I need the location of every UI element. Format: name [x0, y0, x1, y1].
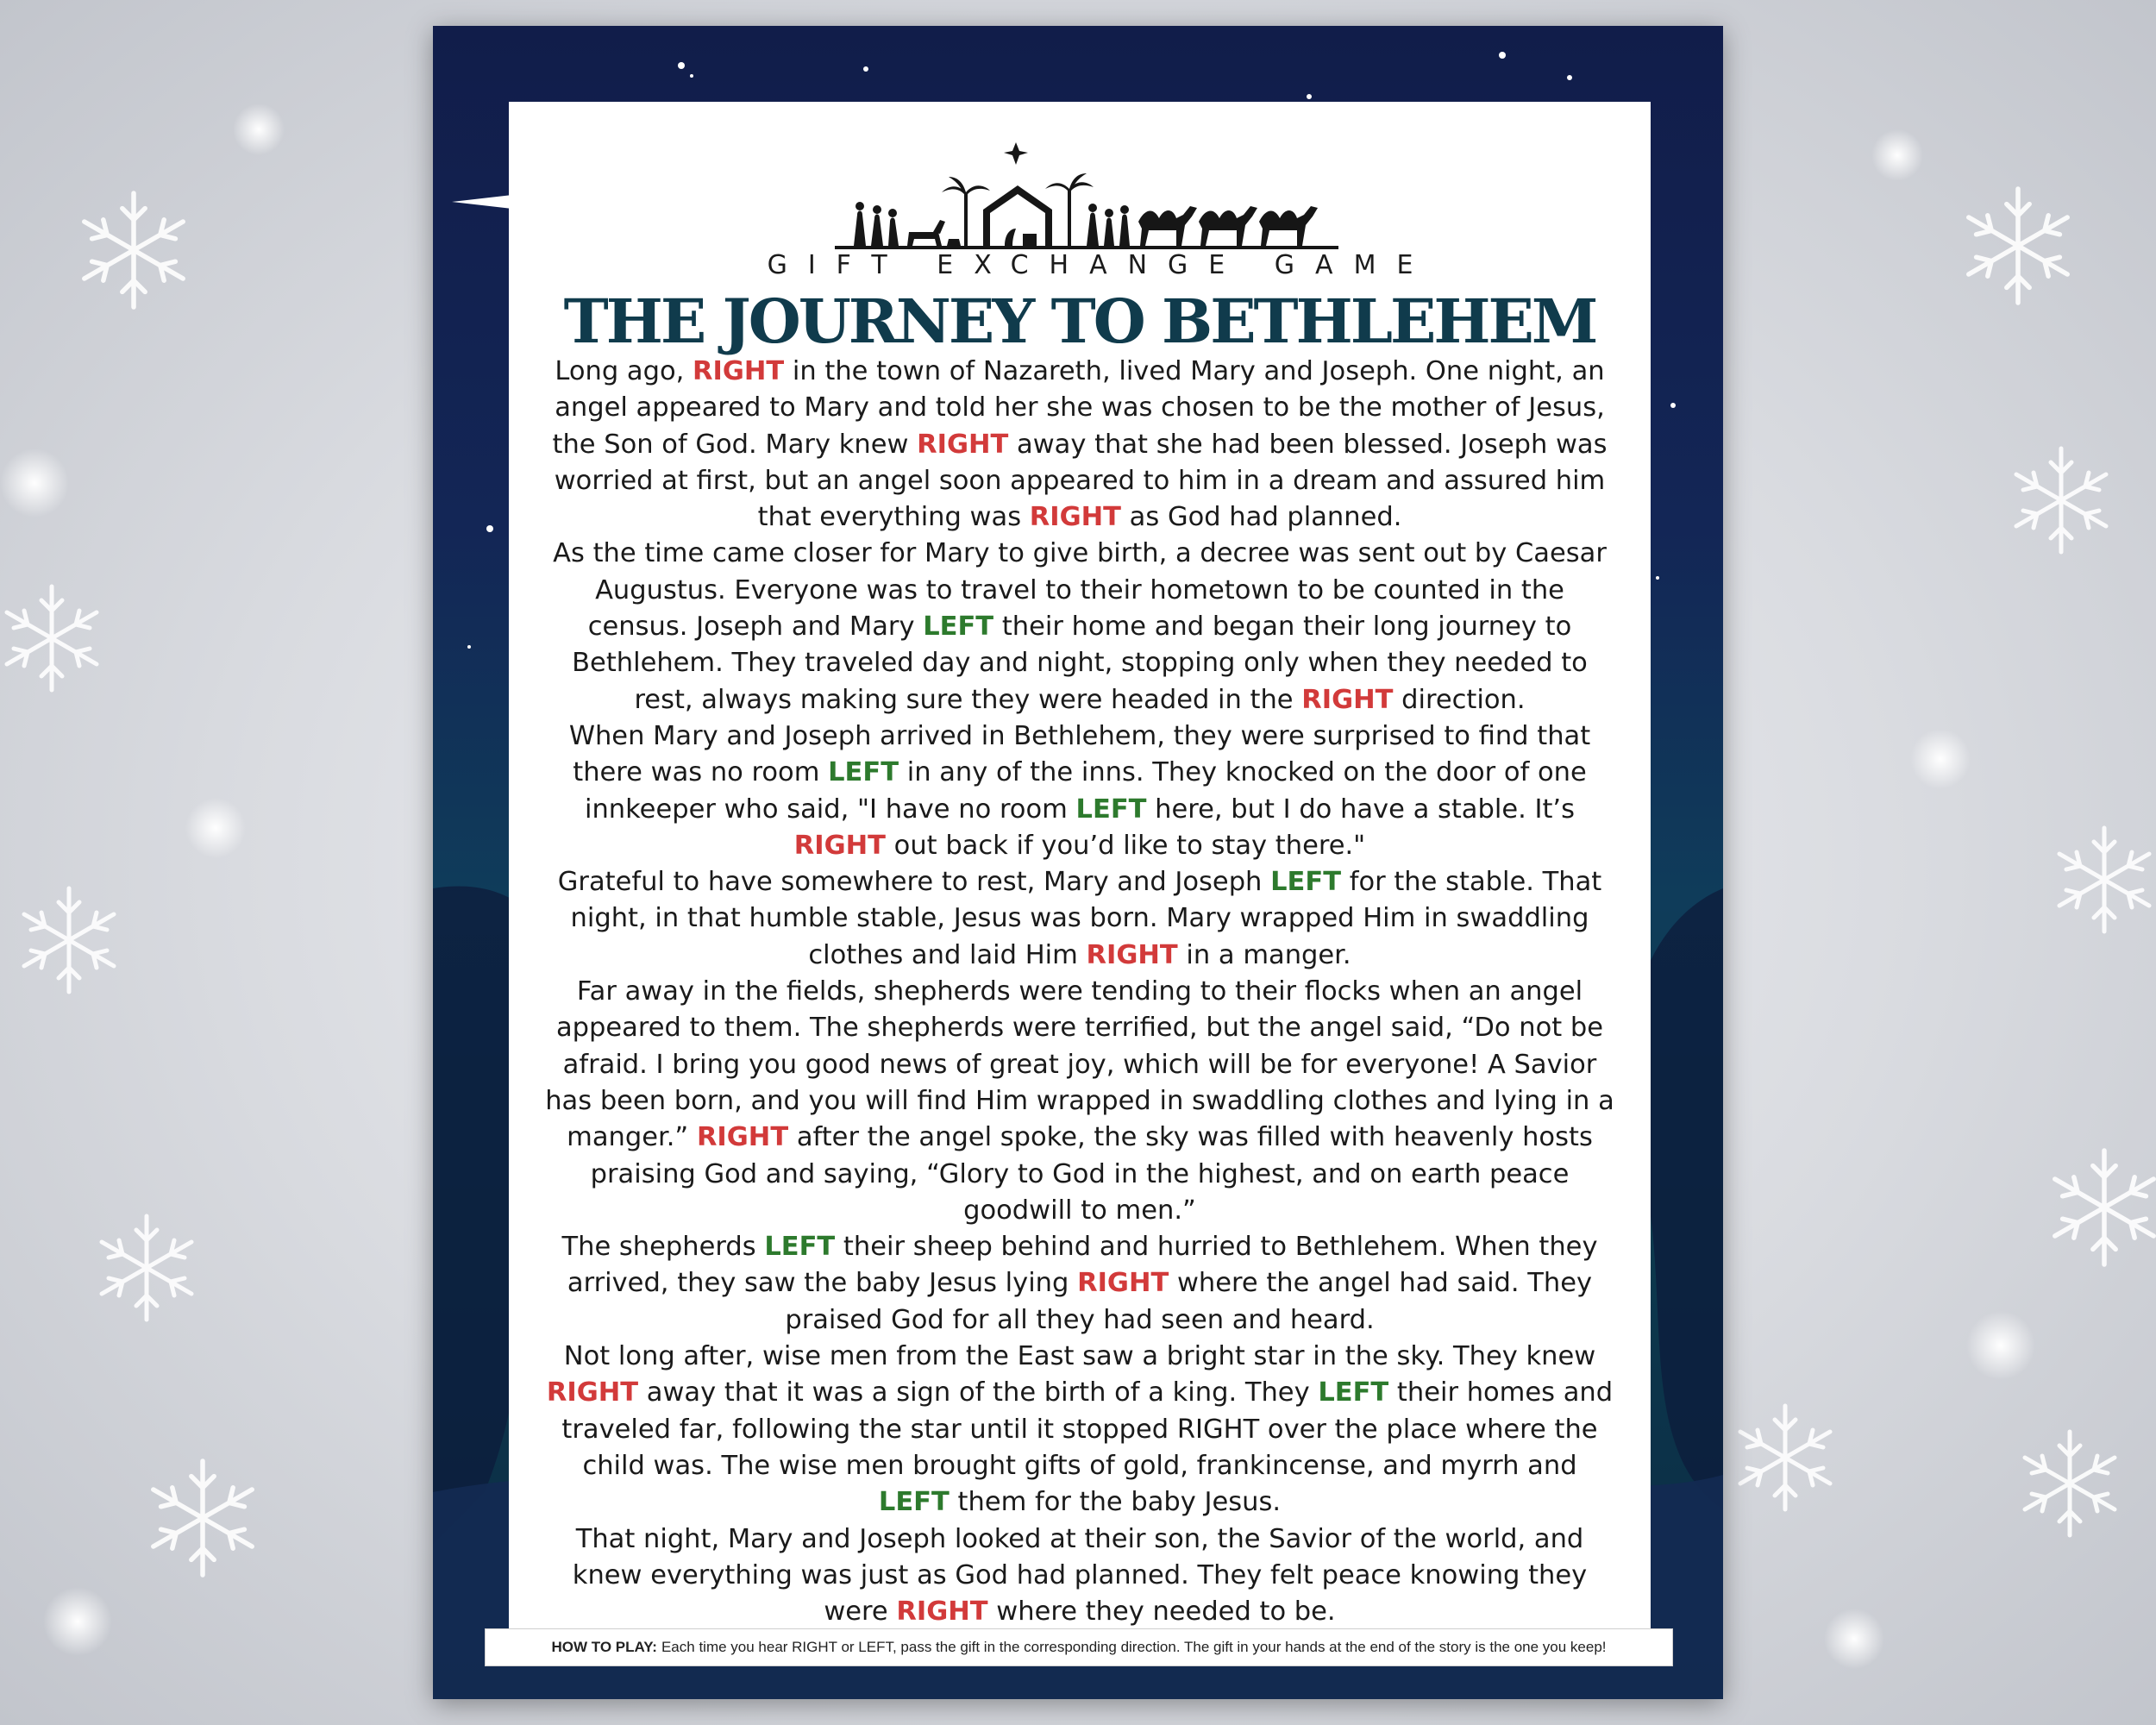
story-text-segment: where the angel had said. They praised God for all they had seen and heard. [785, 1268, 1593, 1335]
story-text-segment: direction. [1393, 684, 1526, 715]
right-word: RIGHT [1301, 684, 1394, 715]
left-word: LEFT [764, 1232, 836, 1263]
game-sheet [433, 26, 1723, 1699]
snowflake-icon [85, 193, 183, 307]
how-to-play-text: Each time you hear RIGHT or LEFT, pass the gift in the corresponding direction. The gift in your hands at the end of the story is the one you keep! [661, 1639, 1607, 1655]
story-paragraph [543, 1339, 1616, 1521]
story-text-segment: their home and began their long journey to Bethlehem. They traveled day and night, stopping only when they needed to rest, always making sure they were headed in the [572, 612, 1588, 715]
right-word: RIGHT [1086, 939, 1178, 970]
story-text-segment: for the stable. That night, in that humble stable, Jesus was born. Mary wrapped Him in swaddling clothes and laid Him [570, 867, 1602, 970]
story-text-segment: here, but I do have a stable. It’s [1146, 794, 1576, 825]
story-text-segment: away that she had been blessed. Joseph was worried at first, but an angel soon appeared to him in a dream and assured him that everything was [554, 429, 1608, 533]
story-paragraph [543, 864, 1616, 974]
story-paragraph [543, 718, 1616, 864]
story-text-segment: As the time came closer for Mary to give birth, a decree was sent out by Caesar Augustus. Everyone was to travel to their hometown to be counted in the census. Joseph and Mary [553, 538, 1607, 643]
right-word: RIGHT [696, 1122, 789, 1153]
story-text-segment: The shepherds [561, 1232, 765, 1263]
story-text-segment: after the angel spoke, the sky was filled with heavenly hosts praising God and saying, “Glory to God in the highest, and on earth peace goodwill to men.” [590, 1122, 1593, 1226]
snowflake-icon [7, 586, 97, 690]
story-text-segment: where they needed to be. [987, 1596, 1336, 1628]
snowflake-icon [1969, 189, 2067, 303]
snowflake-icon [2025, 1432, 2115, 1535]
story-text-segment: their sheep behind and hurried to Bethlehem. When they arrived, they saw the baby Jesus lying [567, 1232, 1598, 1299]
story-paragraph [543, 1229, 1616, 1339]
snowflake-icon [2055, 1151, 2153, 1264]
story-text-segment: Grateful to have somewhere to rest, Mary and Joseph [557, 867, 1271, 898]
snowflake-icon [102, 1216, 191, 1320]
story-text-segment: in the town of Nazareth, lived Mary and Joseph. One night, an angel appeared to Mary and told her she was chosen to be the mother of Jesus, the Son of God. Mary knew [552, 356, 1605, 460]
left-word: LEFT [878, 1487, 950, 1518]
story-text-segment: Far away in the fields, shepherds were tending to their flocks when an angel appeared to them. The shepherds were terrified, but the angel said, “Do not be afraid. I bring you good news of great joy, which will be for everyone! A Savior has been born, and you will find Him wrapped in swaddling clothes and lying in a manger.” [545, 976, 1614, 1153]
left-word: LEFT [923, 612, 994, 643]
snowflake-icon [1740, 1406, 1830, 1509]
story-paragraph [543, 354, 1616, 536]
story-text-segment: When Mary and Joseph arrived in Bethlehem, they were surprised to find that there was no room [568, 720, 1591, 788]
page-title: THE JOURNEY TO BETHLEHEM [563, 285, 1596, 357]
story-paragraph [543, 974, 1616, 1229]
story-text-segment: them for the baby Jesus. [949, 1487, 1282, 1518]
story-text-segment: their homes and traveled far, following the star until it stopped RIGHT over the place where the child was. The wise men brought gifts of gold, frankincense, and myrrh and [561, 1377, 1614, 1481]
story-text-segment: as God had planned. [1120, 502, 1402, 533]
snowflake-icon [2016, 448, 2106, 552]
game-subtitle: GIFT EXCHANGE GAME [767, 250, 1434, 280]
left-word: LEFT [1075, 794, 1147, 825]
right-word: RIGHT [917, 429, 1009, 460]
story-panel [509, 102, 1651, 1647]
story-text-segment: out back if you’d like to stay there." [885, 830, 1366, 861]
story-text-segment: in any of the inns. They knocked on the door of one innkeeper who said, "I have no room [584, 757, 1587, 825]
how-to-play-box [485, 1628, 1673, 1666]
story-text-segment: That night, Mary and Joseph looked at their son, the Savior of the world, and knew everything was just as God had planned. They felt peace knowing they were [572, 1523, 1588, 1628]
story-text-segment: away that it was a sign of the birth of a king. They [638, 1377, 1319, 1408]
story-text-segment: Not long after, wise men from the East saw a bright star in the sky. They knew [563, 1341, 1596, 1372]
right-word: RIGHT [546, 1377, 639, 1408]
right-word: RIGHT [693, 356, 785, 386]
right-word: RIGHT [1029, 502, 1121, 533]
snowflake-icon [2059, 828, 2149, 932]
story-text [543, 354, 1616, 1630]
snowflake-icon [24, 888, 114, 992]
right-word: RIGHT [1077, 1268, 1169, 1299]
snowflake-icon [154, 1461, 252, 1575]
how-to-play-label: HOW TO PLAY: [551, 1639, 657, 1655]
story-paragraph [543, 536, 1616, 718]
nativity-silhouette-icon [828, 132, 1345, 253]
left-word: LEFT [1270, 867, 1342, 898]
story-text-segment: in a manger. [1177, 939, 1351, 970]
left-word: LEFT [828, 757, 899, 788]
right-word: RIGHT [793, 830, 886, 861]
left-word: LEFT [1318, 1377, 1389, 1408]
right-word: RIGHT [896, 1596, 988, 1628]
story-text-segment: Long ago, [555, 356, 693, 386]
story-paragraph [543, 1521, 1616, 1631]
